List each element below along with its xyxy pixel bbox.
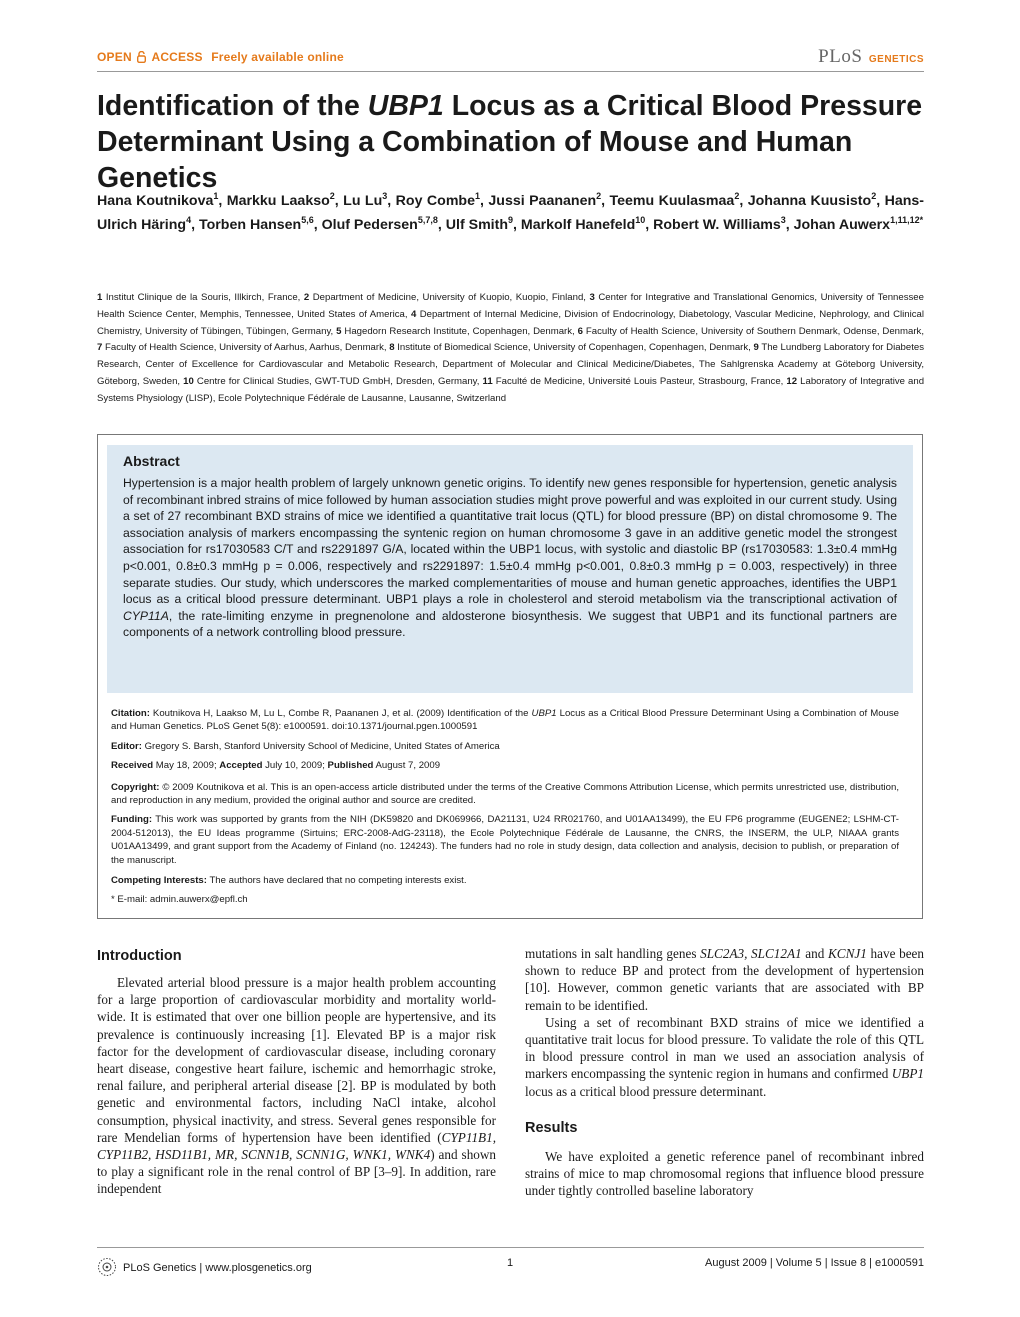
column-right xyxy=(525,945,924,1199)
intro-paragraph-2: Using a set of recombinant BXD strains of mice we identified a quantitative trait locus for blood pressure. To validate the role of this QTL in blood pressure control in man we used an association analysis of markers encompassing the syntenic region in humans and confirmed UBP1 locus as a critical blood pressure determinant. xyxy=(525,1014,924,1099)
affiliation-number: 2 xyxy=(303,292,310,303)
article-metadata xyxy=(111,707,899,907)
results-heading: Results xyxy=(525,1119,578,1136)
dates: Received May 18, 2009; Accepted July 10, 2009; Published August 7, 2009 xyxy=(111,760,441,772)
affiliation-number: 4 xyxy=(410,308,417,320)
email: * E-mail: admin.auwerx@epfl.ch xyxy=(111,894,248,906)
affiliation-number: 3 xyxy=(589,292,595,303)
affiliation-text: Centre for Clinical Studies, GWT-TUD GmbH, Dresden, Germany, xyxy=(196,375,480,387)
affiliation-number: 11 xyxy=(482,375,493,387)
competing-interests: Competing Interests: The authors have declared that no competing interests exist. xyxy=(111,875,467,887)
author: Ulf Smith$^9$ xyxy=(445,215,514,233)
affiliation-text: Hagedorn Research Institute, Copenhagen, Denmark, xyxy=(344,325,575,337)
affiliation-text: Institute of Biomedical Science, University of Copenhagen, Copenhagen, Denmark, xyxy=(397,342,751,354)
access-label: ACCESS xyxy=(151,50,203,64)
author: Teemu Kuulasmaa$^2$ xyxy=(609,191,740,209)
affiliation-text: Center for Integrative and Translational Genomics, University of Tennessee Health Science Center, Memphis, Tennessee, United States of America, xyxy=(97,292,924,320)
author: Hans-Ulrich Häring$^4$ xyxy=(97,193,924,233)
results-paragraph-1: We have exploited a genetic reference panel of recombinant inbred strains of mice to map chromosomal regions that influence blood pressure under tightly controlled baseline laboratory xyxy=(525,1148,924,1199)
author-list: Hana Koutnikova$^1$, Markku Laakso$^2$, Lu Lu$^3$, Roy Combe$^1$, Jussi Paananen$^2$, Teemu Kuulasmaa$^2$, Johanna Kuusisto$^2$, Hans-Ulrich Häring$^4$, Torben Hansen$^{5,6}$, Oluf Pedersen$^{5,7,8}$, Ulf Smith$^9$, Markolf Hanefeld$^{10}$, Robert W. Williams$^3$, Johan Auwerx$^{1,11,12*}$ xyxy=(97,191,924,233)
open-access-banner xyxy=(97,50,344,64)
title-gene: UBP1 xyxy=(367,90,444,122)
title-part1: Identification of the xyxy=(97,90,368,122)
title-part2: Locus as a Critical Blood Pressure Determinant Using a Combination of Mouse and Human Genetics xyxy=(97,90,923,194)
author: Roy Combe$^1$ xyxy=(395,191,481,209)
intro-paragraph-1-cont: mutations in salt handling genes SLC2A3, SLC12A1 and KCNJ1 have been shown to reduce BP and protect from the development of hypertension [10]. However, common genetic variants that are associated with BP remain to be identified. xyxy=(525,946,924,1013)
affiliation-text: Department of Internal Medicine, Division of Endocrinology, Diabetology, Vascular Medicine, Nephrology, and Clinical Chemistry, University of Tübingen, Tübingen, Germany, xyxy=(97,308,925,337)
affiliation-text: Laboratory of Integrative and Systems Physiology (LISP), Ecole Polytechnique Fédérale de Lausanne, Lausanne, Switzerland xyxy=(97,375,925,404)
journal-header xyxy=(97,46,924,70)
freely-available-label: Freely available online xyxy=(211,50,344,64)
abstract-panel xyxy=(107,445,913,693)
author: Markku Laakso$^2$ xyxy=(226,191,335,209)
footer-issue: August 2009 | Volume 5 | Issue 8 | e1000591 xyxy=(705,1257,924,1269)
author: Johanna Kuusisto$^2$ xyxy=(747,191,877,209)
footer-url[interactable]: www.plosgenetics.org xyxy=(205,1262,312,1274)
affiliations xyxy=(97,290,924,408)
citation: Citation: Koutnikova H, Laakso M, Lu L, Combe R, Paananen J, et al. (2009) Identification of the UBP1 Locus as a Critical Blood Pressure Determinant Using a Combination of Mouse and Human Genetics. PLoS Genet 5(8): e1000591. doi:10.1371/journal.pgen.1000591 xyxy=(111,708,899,733)
footer-journal: PLoS Genetics | www.plosgenetics.org xyxy=(97,1257,312,1277)
author: Oluf Pedersen$^{5,7,8}$ xyxy=(321,215,438,233)
column-left xyxy=(97,948,496,1198)
abstract-heading: Abstract xyxy=(123,453,180,469)
author: Jussi Paananen$^2$ xyxy=(488,191,602,209)
page-number: 1 xyxy=(507,1257,514,1269)
abstract-gene: CYP11A xyxy=(123,608,169,623)
open-lock-icon xyxy=(137,51,146,63)
footer-divider xyxy=(97,1247,924,1248)
intro-genes: CYP11B1, CYP11B2, HSD11B1, MR, SCNN1B, SCNN1G, WNK1, WNK4 xyxy=(97,1129,496,1163)
genetics-logo-text: GENETICS xyxy=(868,54,924,65)
affiliation-number: 1 xyxy=(97,292,103,303)
affiliation-text: Faculty of Health Science, University of Southern Denmark, Odense, Denmark, xyxy=(585,325,925,337)
affiliation-number: 9 xyxy=(753,342,759,354)
article-title xyxy=(97,88,924,196)
author: Lu Lu$^3$ xyxy=(343,191,388,209)
affiliation-text: Department of Medicine, University of Kuopio, Kuopio, Finland, xyxy=(312,292,586,303)
journal-brand xyxy=(818,46,924,68)
affiliation-text: Faculté de Medicine, Université Louis Pasteur, Strasbourg, France, xyxy=(495,375,784,387)
affiliation-number: 7 xyxy=(97,342,103,354)
abstract-box xyxy=(97,434,923,919)
abstract-text: Hypertension is a major health problem of largely unknown genetic origins. To identify new genes responsible for hypertension, genetic analysis of recombinant inbred strains of mice followed by human association studies might prove powerful and was exploited in our current study. Using a set of 27 recombinant BXD strains of mice we identified a quantitative trait locus (QTL) for blood pressure (BP) on distal chromosome 9. The association analysis of markers encompassing the syntenic region on human chromosome 3 gave in an additive genetic model the strongest association for rs17030583 C/T and rs2291897 G/A, located within the UBP1 locus, with systolic and diastolic BP (rs17030583: 1.3±0.4 mmHg p<0.001, 0.8±0.3 mmHg p = 0.006, respectively and rs2291897: 1.5±0.4 mmHg p<0.001, 0.8±0.3 mmHg p = 0.003, respectively) in three separate studies. Our study, which underscores the marked complementarities of mouse and human genetic approaches, identifies the UBP1 locus as a critical blood pressure determinant. UBP1 plays a role in cholesterol and steroid metabolism via the transcriptional activation of CYP11A, the rate-limiting enzyme in pregnenolone and aldosterone biosynthesis. We suggest that UBP1 and its functional partners are components of a network controlling blood pressure. xyxy=(123,476,897,640)
author: Hana Koutnikova$^1$ xyxy=(97,191,219,209)
author: Robert W. Williams$^3$ xyxy=(653,215,786,233)
affiliation-text: Faculty of Health Science, University of Aarhus, Aarhus, Denmark, xyxy=(105,342,387,354)
introduction-heading: Introduction xyxy=(97,948,182,964)
page-footer xyxy=(97,1254,924,1274)
author: Markolf Hanefeld$^{10}$ xyxy=(520,215,646,233)
editor: Editor: Gregory S. Barsh, Stanford University School of Medicine, United States of America xyxy=(111,740,500,752)
plos-logo-text: PLoS xyxy=(818,46,863,67)
affiliation-text: Institut Clinique de la Souris, Illkirch, France, xyxy=(105,292,301,303)
affiliation-number: 5 xyxy=(336,325,342,337)
open-label: OPEN xyxy=(97,50,132,64)
intro-paragraph-1: Elevated arterial blood pressure is a major health problem accounting for a large proportion of cardiovascular morbidity and mortality world-wide. It is estimated that over one billion people are hypertensive, and its prevalence is continuously increasing [1]. Elevated BP is a major risk factor for the development of cardiovascular disease, including coronary heart disease, congestive heart failure, ischemic and hemorrhagic stroke, renal failure, and peripheral arterial disease [2]. BP is modulated by both genetic and environmental factors, including NaCl intake, alcohol consumption, physical inactivity, and stress. Several genes responsible for rare Mendelian forms of hypertension have been identified (CYP11B1, CYP11B2, HSD11B1, MR, SCNN1B, SCNN1G, WNK1, WNK4) and shown to play a significant role in the renal control of BP [3–9]. In addition, rare independent xyxy=(97,975,496,1197)
affiliation-text: The Lundberg Laboratory for Diabetes Research, Center of Excellence for Cardiovascular and Metabolic Research, Department of Molecular and Clinical Medicine/Diabetes, The Sahlgrenska Academy at Göteborg University, Göteborg, Sweden, xyxy=(97,342,925,387)
header-divider xyxy=(97,71,924,72)
plos-seal-icon xyxy=(97,1257,117,1277)
affiliation-number: 10 xyxy=(183,375,194,387)
author: Torben Hansen$^{5,6}$ xyxy=(199,215,314,233)
funding: Funding: This work was supported by grants from the NIH (DK59820 and DK069966, DA21131, U24 RR021760, and U01AA13499), the EU FP6 programme (EUGENE2; LSHM-CT-2004-512013), the EU Ideas programme (Sirtuins; ERC-2008-AdG-23118), the Ecole Polytechnique Fédérale de Lausanne, the CNRS, the INSERM, the ULP, NIAAA grants U01AA13499, and grant support from the Academy of Finland (no. 124243). The funders had no role in study design, data collection and analysis, decision to publish, or preparation of the manuscript. xyxy=(111,814,899,866)
affiliation-number: 8 xyxy=(389,342,395,354)
copyright: Copyright: © 2009 Koutnikova et al. This is an open-access article distributed under the terms of the Creative Commons Attribution License, which permits unrestricted use, distribution, and reproduction in any medium, provided the original author and source are credited. xyxy=(111,781,899,807)
affiliation-number: 6 xyxy=(577,325,583,337)
author: Johan Auwerx$^{1,11,12*}$ xyxy=(793,215,924,233)
affiliation-number: 12 xyxy=(786,375,798,387)
